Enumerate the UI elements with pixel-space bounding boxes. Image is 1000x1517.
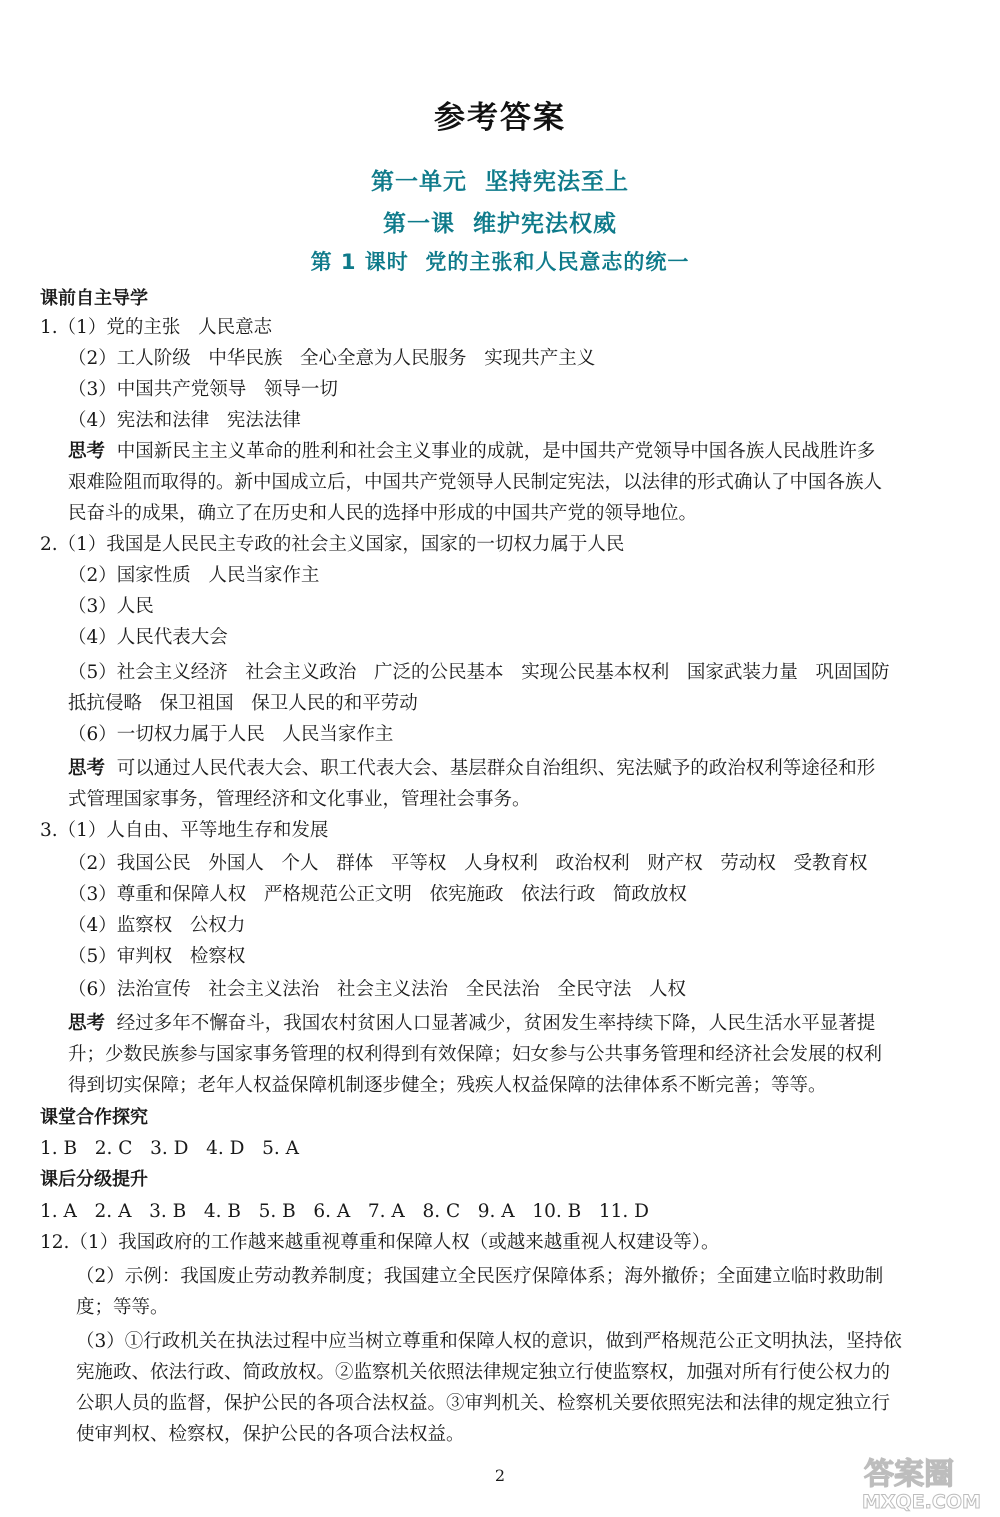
- answer-line: 宪施政、依法行政、简政放权。②监察机关依照法律规定独立行使监察权，加强对所有行使公权力的: [76, 1362, 891, 1383]
- answer-line: 2.（1）我国是人民民主专政的社会主义国家，国家的一切权力属于人民: [40, 534, 625, 555]
- answer-line: （3）人民: [68, 596, 154, 617]
- answer-line: （2）示例：我国废止劳动教养制度；我国建立全民医疗保障体系；海外撤侨；全面建立临时救助制: [76, 1266, 884, 1287]
- think-label: 思考: [68, 758, 106, 779]
- answer-line: 3.（1）人自由、平等地生存和发展: [40, 820, 329, 841]
- answer-line: 民奋斗的成果，确立了在历史和人民的选择中形成的中国共产党的领导地位。: [68, 503, 698, 524]
- think-label: 思考: [68, 441, 106, 462]
- think-paragraph: 思考 可以通过人民代表大会、职工代表大会、基层群众自治组织、宪法赋予的政治权利等途径和形: [68, 758, 876, 779]
- answer-line: 度；等等。: [76, 1297, 169, 1318]
- answer-line: 12.（1）我国政府的工作越来越重视尊重和保障人权（或越来越重视人权建设等）。: [40, 1232, 720, 1253]
- answer-line: （4）宪法和法律 宪法法律: [68, 410, 301, 431]
- answer-line: 1.（1）党的主张 人民意志: [40, 317, 273, 338]
- page-number: 2: [494, 1466, 506, 1485]
- answer-line: （6）法治宣传 社会主义法治 社会主义法治 全民法治 全民守法 人权: [68, 979, 686, 1000]
- answer-line: 得到切实保障；老年人权益保障机制逐步健全；残疾人权益保障的法律体系不断完善；等等。: [68, 1075, 827, 1096]
- think-paragraph: 思考 经过多年不懈奋斗，我国农村贫困人口显著减少，贫困发生率持续下降，人民生活水平显著提: [68, 1013, 876, 1034]
- answer-line: 艰难险阻而取得的。新中国成立后，中国共产党领导人民制定宪法，以法律的形式确认了中国各族人: [68, 472, 883, 493]
- answer-line: （2）国家性质 人民当家作主: [68, 565, 320, 586]
- answer-line: （4）监察权 公权力: [68, 915, 246, 936]
- section-heading-preview: 课前自主导学: [40, 288, 148, 309]
- answer-line: （5）审判权 检察权: [68, 946, 246, 967]
- answer-line: 使审判权、检察权，保护公民的各项合法权益。: [76, 1424, 465, 1445]
- watermark-en: MXQE.COM: [862, 1491, 981, 1512]
- answer-line: （6）一切权力属于人民 人民当家作主: [68, 724, 394, 745]
- answer-line: （3）尊重和保障人权 严格规范公正文明 依宪施政 依法行政 简政放权: [68, 884, 687, 905]
- answer-line: （3）①行政机关在执法过程中应当树立尊重和保障人权的意识，做到严格规范公正文明执法，坚持依: [76, 1331, 902, 1352]
- answer-line: （2）我国公民 外国人 个人 群体 平等权 人身权利 政治权利 财产权 劳动权 受教育权: [68, 853, 868, 874]
- answer-line: （5）社会主义经济 社会主义政治 广泛的公民基本 实现公民基本权利 国家武装力量 巩固国防: [68, 662, 890, 683]
- answer-line: 公职人员的监督，保护公民的各项合法权益。③审判机关、检察机关要依照宪法和法律的规定独立行: [76, 1393, 891, 1414]
- unit-title: 第一单元 坚持宪法至上: [370, 169, 629, 195]
- watermark-cn: 答案圈: [864, 1457, 954, 1492]
- answer-line: （4）人民代表大会: [68, 627, 228, 648]
- period-title: 第 1 课时 党的主张和人民意志的统一: [310, 250, 690, 274]
- answer-line: （2）工人阶级 中华民族 全心全意为人民服务 实现共产主义: [68, 348, 596, 369]
- answer-line: 1. A 2. A 3. B 4. B 5. B 6. A 7. A 8. C 9. A 10. B 11. D: [40, 1201, 649, 1222]
- think-paragraph: 思考 中国新民主主义革命的胜利和社会主义事业的成就，是中国共产党领导中国各族人民战胜许多: [68, 441, 876, 462]
- watermark-logo: [858, 1452, 988, 1512]
- lesson-title: 第一课 维护宪法权威: [382, 211, 617, 237]
- answer-line: （3）中国共产党领导 领导一切: [68, 379, 338, 400]
- section-heading-after-class: 课后分级提升: [40, 1169, 148, 1190]
- answer-line: 式管理国家事务，管理经济和文化事业，管理社会事务。: [68, 789, 531, 810]
- section-heading-classroom: 课堂合作探究: [40, 1107, 148, 1128]
- answer-line: 抵抗侵略 保卫祖国 保卫人民的和平劳动: [68, 693, 418, 714]
- think-label: 思考: [68, 1013, 106, 1034]
- answer-line: 升；少数民族参与国家事务管理的权利得到有效保障；妇女参与公共事务管理和经济社会发展的权利: [68, 1044, 883, 1065]
- page-title: 参考答案: [434, 100, 566, 136]
- answer-line: 1. B 2. C 3. D 4. D 5. A: [40, 1138, 299, 1159]
